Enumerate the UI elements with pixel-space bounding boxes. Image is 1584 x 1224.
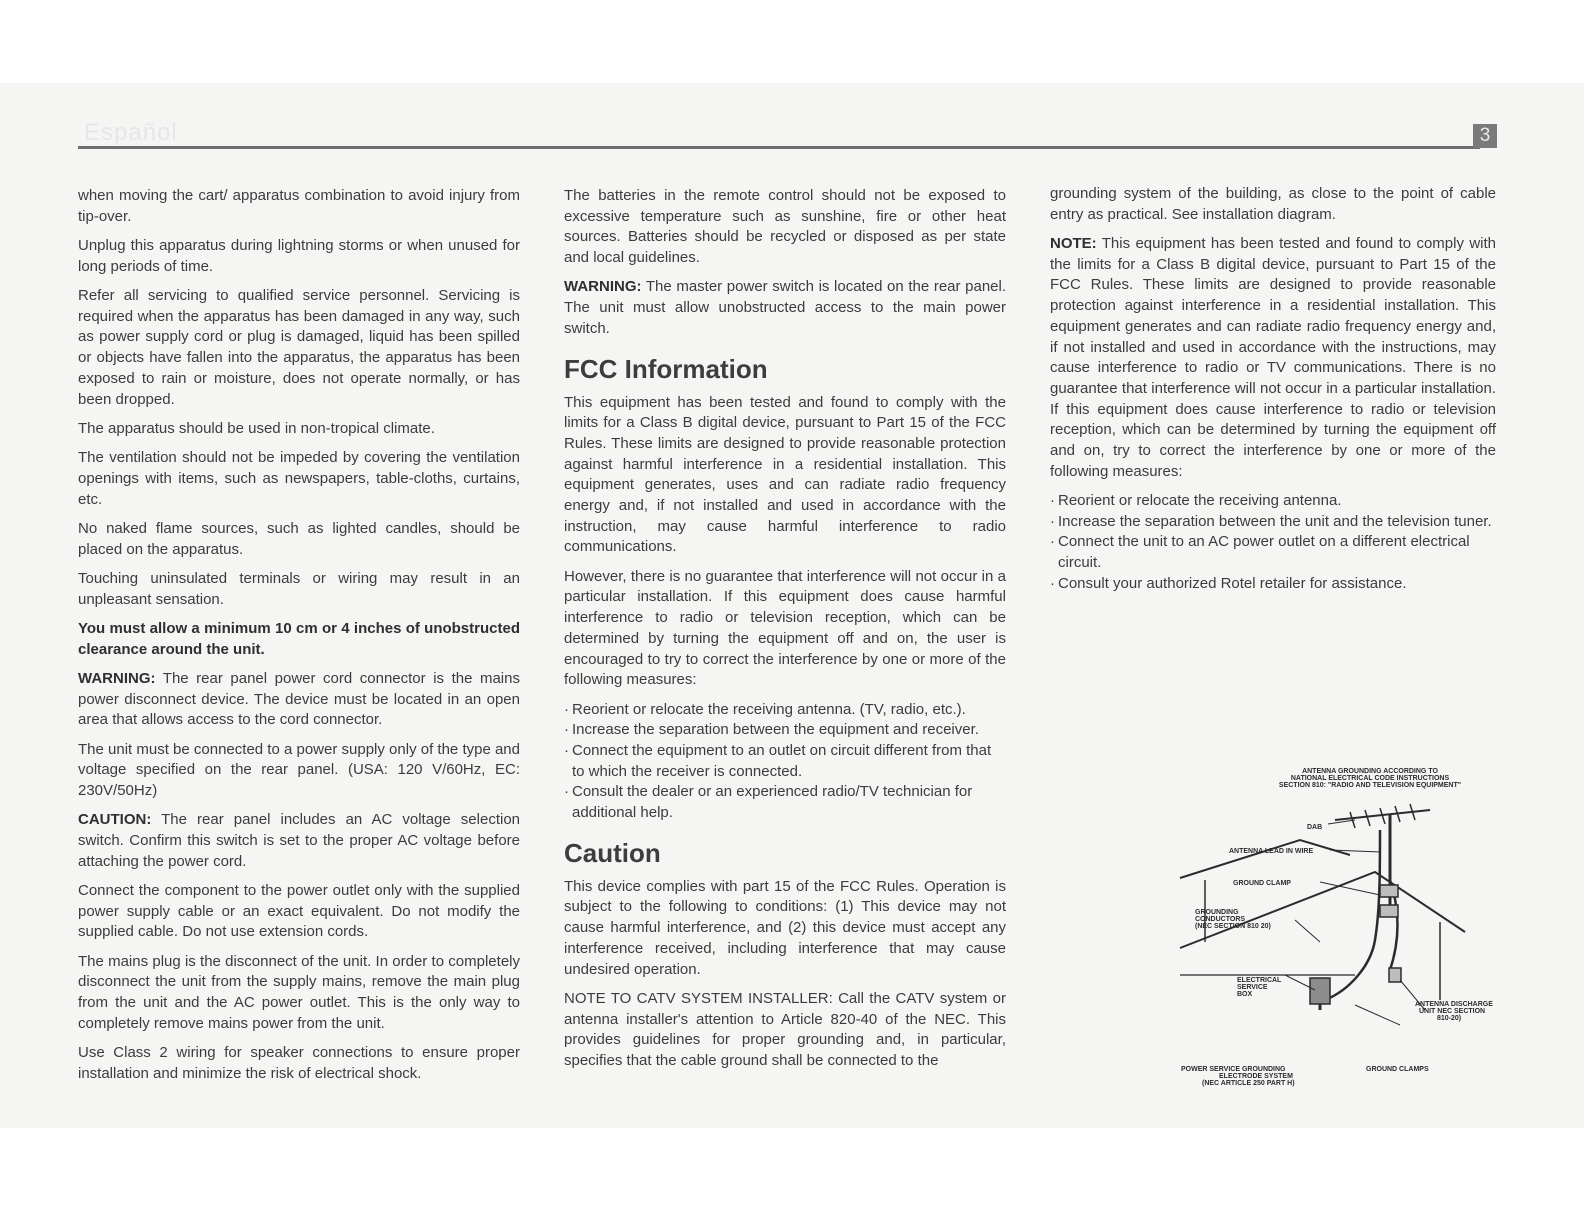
power-service-label: POWER SERVICE GROUNDING <box>1181 1066 1286 1073</box>
list-item: · Reorient or relocate the receiving antenna. <box>1050 491 1496 512</box>
discharge-unit-label: 810-20) <box>1437 1015 1462 1022</box>
paragraph: The apparatus should be used in non-tropical climate. <box>78 419 435 437</box>
power-service-label: ELECTRODE SYSTEM <box>1219 1073 1293 1080</box>
service-box-icon <box>1310 978 1330 1010</box>
service-box-label: SERVICE <box>1237 984 1268 991</box>
warning-label: WARNING: <box>564 278 642 296</box>
paragraph: The ventilation should not be impeded by covering the ventilation openings with items, such as newspapers, table-cloths, curtains, etc. <box>78 449 520 508</box>
ground-clamp-label: GROUND CLAMP <box>1233 880 1291 887</box>
column-left <box>78 186 520 1093</box>
service-box-label: BOX <box>1237 991 1253 998</box>
list-item: · Increase the separation between the equipment and receiver. <box>564 720 1006 741</box>
paragraph: Connect the component to the power outlet only with the supplied power supply cable or an exact equivalent. Do not modify the supplied cable. Do not use extension cords. <box>78 881 520 941</box>
page-number: 3 <box>1473 124 1497 148</box>
note-text: This equipment has been tested and found to comply with the limits for a Class B digital device, pursuant to Part 15 of the FCC Rules. These limits are designed to provide reasonable protection against interference in a residential installation. This equipment generates and can radiate radio frequency energy and, if not installed and used in accordance with the instructions, may cause interference to radio or TV communications. There is no guarantee that interference will not occur in a particular installation. If this equipment does cause interference to radio or television reception, which can be determined by turning the equipment off and on, try to correct the interference by one or more of the following measures: <box>1050 235 1496 480</box>
paragraph: This device complies with part 15 of the FCC Rules. Operation is subject to the following to conditions: (1) This device may not cause harmful interference, and (2) this device must accept any interference received, including interference that may cause undesired operation. <box>564 877 1006 978</box>
paragraph: Touching uninsulated terminals or wiring may result in an unpleasant sensation. <box>78 569 520 608</box>
warning-text: The master power switch is located on the rear panel. The unit must allow unobstructed access to the main power switch. <box>564 278 1006 337</box>
service-box-label: ELECTRICAL <box>1237 977 1282 984</box>
paragraph: The mains plug is the disconnect of the unit. In order to completely disconnect the unit from the supply mains, remove the main plug from the unit and the AC power outlet. This is the only way to completely remove mains power from the unit. <box>78 952 520 1032</box>
antenna-grounding-diagram <box>1175 680 1515 1022</box>
list-item: · Reorient or relocate the receiving antenna. (TV, radio, etc.). <box>564 700 1006 721</box>
paragraph: This equipment has been tested and found to comply with the limits for a Class B digital device, pursuant to Part 15 of the FCC Rules. These limits are designed to provide reasonable protection against harmful interference in a residential installation. This equipment generates, uses and can radiate radio frequency energy and, if not installed and used in accordance with the instruction, may cause harmful interference to radio communications. <box>564 393 1006 556</box>
caution-text: The rear panel includes an AC voltage selection switch. Confirm this switch is set to the proper AC voltage before attaching the power cord. <box>78 811 520 870</box>
paragraph: However, there is no guarantee that interference will not occur in a particular installation. If this equipment does cause harmful interference to radio or television reception, which can be determined by turning the equipment off and on, the user is encouraged to try to correct the interference by one or more of the following measures: <box>564 567 1006 689</box>
grounding-conductors-label: (NEC SECTION 810 20) <box>1195 923 1271 930</box>
list-item: · Increase the separation between the unit and the television tuner. <box>1050 512 1496 533</box>
discharge-unit-label: ANTENNA DISCHARGE <box>1415 1001 1493 1008</box>
faded-header-text: Español <box>84 119 178 146</box>
column-right <box>1050 184 1496 603</box>
paragraph: No naked flame sources, such as lighted candles, should be placed on the apparatus. <box>78 519 520 558</box>
warning-paragraph <box>78 669 520 731</box>
power-service-label: (NEC ARTICLE 250 PART H) <box>1202 1080 1295 1087</box>
list-item: · Consult the dealer or an experienced radio/TV technician for additional help. <box>564 782 1006 823</box>
list-item: · Consult your authorized Rotel retailer for assistance. <box>1050 574 1496 595</box>
paragraph: NOTE TO CATV SYSTEM INSTALLER: Call the CATV system or antenna installer's attention to Article 820-40 of the NEC. This provides guidelines for proper grounding and, in particular, specifies that the cable ground shall be connected to the <box>564 989 1006 1069</box>
paragraph: Use Class 2 wiring for speaker connections to ensure proper installation and minimize the risk of electrical shock. <box>78 1044 520 1082</box>
list-item: · Connect the equipment to an outlet on circuit different from that to which the receiver is connected. <box>564 741 1006 782</box>
fcc-heading: FCC Information <box>564 353 768 384</box>
grounding-conductors-label: CONDUCTORS <box>1195 916 1246 923</box>
diagram-title-line: SECTION 810: "RADIO AND TELEVISION EQUIPMENT" <box>1278 782 1462 789</box>
diagram-title-line: ANTENNA GROUNDING ACCORDING TO <box>1302 768 1438 775</box>
warning-paragraph <box>564 277 1006 339</box>
paragraph: Refer all servicing to qualified service personnel. Servicing is required when the apparatus has been damaged in any way, such as power supply cord or plug is damaged, liquid has been spilled or objects have fallen into the apparatus, the apparatus has been exposed to rain or moisture, does not operate normally, or has been dropped. <box>78 287 520 408</box>
paragraph: when moving the cart/ apparatus combination to avoid injury from tip-over. <box>78 187 520 225</box>
note-label: NOTE: <box>1050 235 1097 252</box>
ground-clamps-label: GROUND CLAMPS <box>1366 1066 1429 1073</box>
paragraph: The batteries in the remote control should not be exposed to excessive temperature such as sunshine, fire or other heat sources. Batteries should be recycled or disposed as per state and local guidelines. <box>564 187 1006 267</box>
paragraph: grounding system of the building, as close to the point of cable entry as practical. See installation diagram. <box>1050 185 1496 223</box>
diagram-title-line: NATIONAL ELECTRICAL CODE INSTRUCTIONS <box>1290 775 1450 782</box>
discharge-unit-label: UNIT NEC SECTION <box>1419 1008 1486 1015</box>
lead-in-wire-label: ANTENNA LEAD IN WIRE <box>1229 848 1314 855</box>
grounding-conductors-label: GROUNDING <box>1195 909 1239 916</box>
caution-heading: Caution <box>564 837 661 868</box>
note-paragraph <box>1050 234 1496 482</box>
measures-list <box>1050 491 1496 595</box>
paragraph: Unplug this apparatus during lightning storms or when unused for long periods of time. <box>78 237 520 275</box>
caution-paragraph <box>78 810 520 872</box>
warning-label: WARNING: <box>78 669 156 687</box>
dab-label: DAB <box>1307 824 1323 831</box>
header-rule <box>78 146 1480 149</box>
diagram-bottom-labels <box>1175 1055 1475 1095</box>
column-middle <box>564 186 1006 1080</box>
warning-text: The rear panel power cord connector is the mains power disconnect device. The device must be located in an open area that allows access to the cord connector. <box>78 669 520 729</box>
measures-list <box>564 700 1006 824</box>
clearance-paragraph: You must allow a minimum 10 cm or 4 inches of unobstructed clearance around the unit. <box>78 619 520 658</box>
list-item: · Connect the unit to an AC power outlet on a different electrical circuit. <box>1050 532 1496 573</box>
paragraph: The unit must be connected to a power supply only of the type and voltage specified on the rear panel. (USA: 120 V/60Hz, EC: 230V/50Hz) <box>78 740 520 799</box>
caution-label: CAUTION: <box>78 811 152 829</box>
